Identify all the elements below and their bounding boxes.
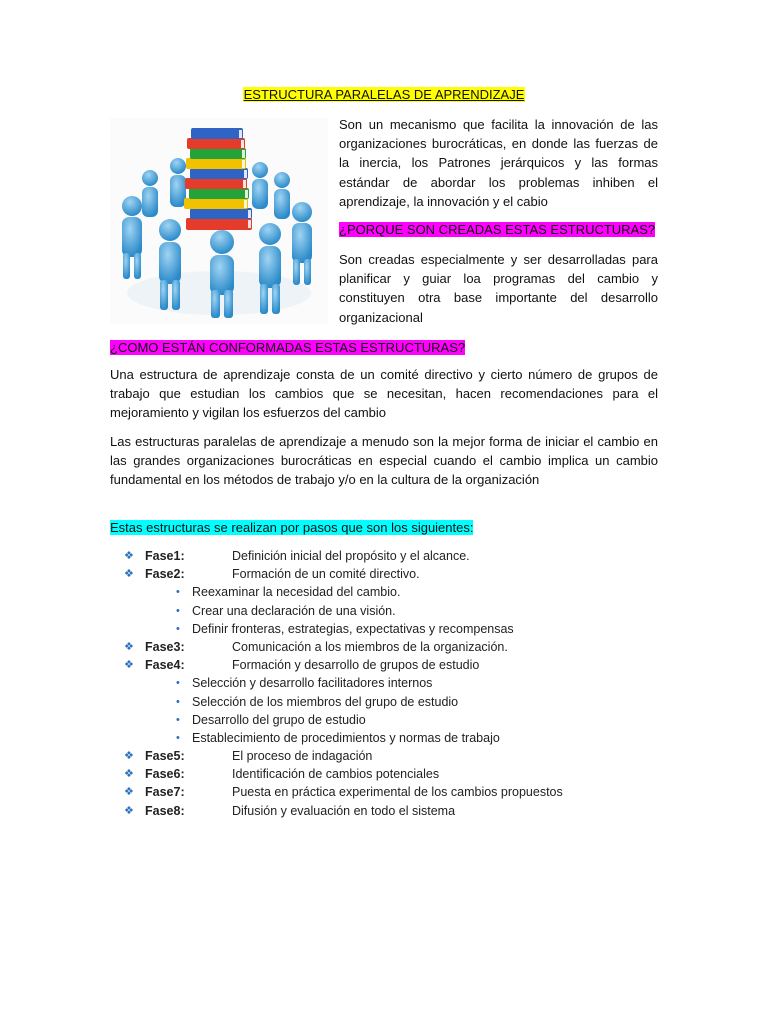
phases-list [112, 547, 632, 820]
sub-step-text: Establecimiento de procedimientos y normas de trabajo [192, 730, 500, 745]
phase-item [112, 747, 632, 765]
diamond-bullet-icon: ❖ [124, 568, 134, 581]
person-figure [170, 158, 186, 207]
sub-step-text: Selección y desarrollo facilitadores internos [192, 676, 433, 691]
phase-name: Fase1: [145, 549, 185, 563]
question-how-formed [110, 339, 465, 356]
document-title-text: ESTRUCTURA PARALELAS DE APRENDIZAJE [243, 87, 525, 102]
phase-item [112, 765, 632, 783]
question-why-created [339, 221, 659, 238]
phase-item [112, 638, 632, 656]
sub-step-item [112, 674, 632, 692]
phase-name: Fase2: [145, 567, 185, 582]
illustration-svg [110, 118, 328, 324]
phase-description: El proceso de indagación [232, 749, 373, 764]
question-how-formed-text: ¿COMO ESTÁN CONFORMADAS ESTAS ESTRUCTURAS? [110, 340, 466, 355]
phase-description: Definición inicial del propósito y el alcance. [232, 549, 470, 563]
phase-description: Difusión y evaluación en todo el sistema [232, 803, 456, 818]
paragraph-benefits: Las estructuras paralelas de aprendizaje a menudo son la mejor forma de iniciar el cambio en las grandes organizaciones burocráticas en especial cuando el cambio implica un cambio fundamental en los métodos de trabajo y/o en la cultura de la organización [110, 434, 658, 488]
intro-paragraph [339, 115, 658, 211]
steps-heading-text: Estas estructuras se realizan por pasos que son los siguientes: [110, 520, 474, 535]
phase-item [112, 783, 632, 801]
phase-item [112, 656, 632, 674]
sub-step-text: Definir fronteras, estrategias, expectativas y recompensas [192, 621, 514, 636]
phase-name: Fase5: [145, 749, 185, 764]
phase-description: Identificación de cambios potenciales [232, 767, 440, 782]
sub-step-text: Desarrollo del grupo de estudio [192, 712, 366, 727]
phase-item [112, 802, 632, 820]
sub-step-text: Crear una declaración de una visión. [192, 603, 396, 618]
dot-bullet-icon: • [176, 586, 180, 599]
paragraph-structure: Una estructura de aprendizaje consta de un comité directivo y cierto número de grupos de trabajo que estudian los cambios que se necesitan, hacen recomendaciones para el mejoramiento y vigilan los esfuerzos del cambio [110, 367, 658, 421]
dot-bullet-icon: • [176, 677, 180, 690]
phase-description: Puesta en práctica experimental de los cambios propuestos [232, 785, 563, 800]
sub-step-item [112, 711, 632, 729]
phase-description: Comunicación a los miembros de la organización. [232, 639, 508, 654]
phase-name: Fase6: [145, 767, 185, 782]
sub-step-item [112, 602, 632, 620]
phase-description: Formación de un comité directivo. [232, 567, 420, 582]
dot-bullet-icon: • [176, 604, 180, 617]
diamond-bullet-icon: ❖ [124, 768, 134, 781]
sub-step-item [112, 583, 632, 601]
phase-name: Fase4: [145, 658, 185, 673]
answer-why-created-text: Son creadas especialmente y ser desarrolladas para planificar y guiar loa programas del cambio y constituyen otra base importante del desarrollo organizacional [339, 252, 658, 325]
book-stack-icon [184, 128, 252, 230]
answer-why-created [339, 250, 658, 327]
sub-step-text: Selección de los miembros del grupo de estudio [192, 694, 459, 709]
phase-name: Fase3: [145, 639, 185, 654]
phase-item [112, 565, 632, 583]
diamond-bullet-icon: ❖ [124, 550, 134, 562]
phase-name: Fase8: [145, 803, 185, 818]
books-people-illustration [110, 118, 328, 324]
dot-bullet-icon: • [176, 713, 180, 726]
diamond-bullet-icon: ❖ [124, 804, 134, 817]
sub-step-item [112, 729, 632, 747]
phase-description: Formación y desarrollo de grupos de estudio [232, 658, 480, 673]
steps-heading [110, 519, 473, 536]
question-why-created-text: ¿PORQUE SON CREADAS ESTAS ESTRUCTURAS? [339, 222, 656, 237]
diamond-bullet-icon: ❖ [124, 786, 134, 799]
phase-name: Fase7: [145, 785, 185, 800]
document-title [0, 87, 768, 103]
diamond-bullet-icon: ❖ [124, 659, 134, 672]
diamond-bullet-icon: ❖ [124, 750, 134, 763]
dot-bullet-icon: • [176, 622, 180, 635]
intro-text: Son un mecanismo que facilita la innovación de las organizaciones burocráticas, en donde las fuerzas de la inercia, los Patrones jerárquicos y las formas estándar de abordar los problemas inhiben el aprendizaje, la innovación y el cabio [339, 117, 658, 209]
sub-step-text: Reexaminar la necesidad del cambio. [192, 585, 401, 600]
dot-bullet-icon: • [176, 695, 180, 708]
sub-step-item [112, 620, 632, 638]
dot-bullet-icon: • [176, 731, 180, 744]
diamond-bullet-icon: ❖ [124, 640, 134, 653]
sub-step-item [112, 693, 632, 711]
phase-item [112, 547, 632, 565]
